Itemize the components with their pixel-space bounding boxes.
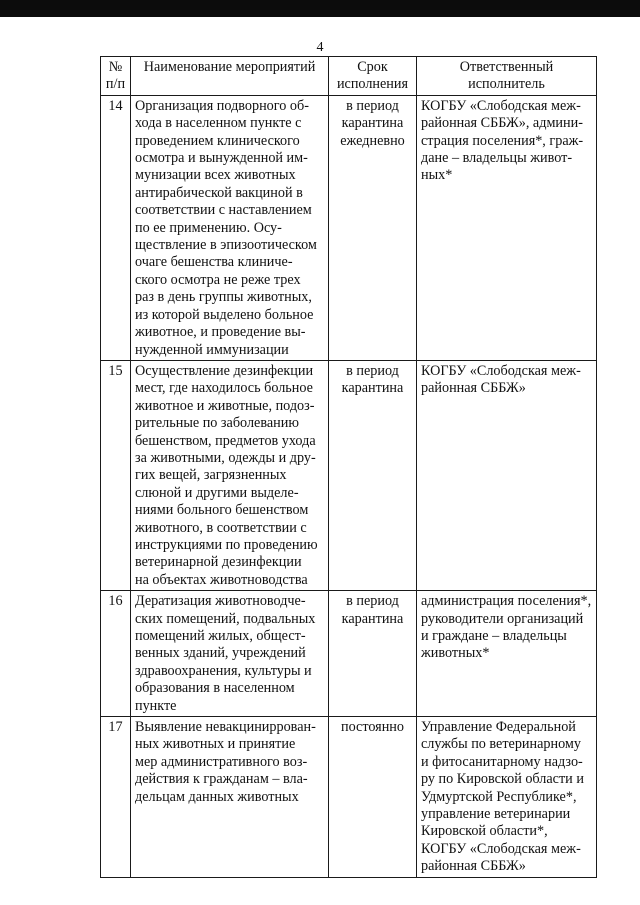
responsible-line: районная СББЖ», админи- bbox=[421, 115, 583, 132]
activity-line: помещений жилых, общест- bbox=[135, 628, 306, 644]
responsible-line: КОГБУ «Слободская меж- bbox=[421, 97, 581, 114]
responsible-line: районная СББЖ» bbox=[421, 858, 526, 875]
activity-cell bbox=[131, 95, 329, 360]
deadline-cell bbox=[329, 717, 417, 878]
header-number-line: п/п bbox=[105, 76, 126, 93]
header-responsible-line: Ответственный bbox=[459, 59, 554, 75]
responsible-line: и фитосанитарному надзо- bbox=[421, 753, 583, 770]
deadline-line: карантина bbox=[341, 610, 404, 627]
activity-line: мест, где находилось больное bbox=[135, 380, 313, 397]
activity-cell bbox=[131, 360, 329, 590]
deadline-line: в период bbox=[346, 97, 399, 114]
activity-line: за животными, одежды и дру- bbox=[135, 449, 316, 466]
activity-line: животного, в соответствии с bbox=[135, 519, 307, 536]
responsible-line: Кировской области*, bbox=[421, 823, 548, 840]
deadline-line: постоянно bbox=[341, 719, 404, 736]
activity-line: дельцам данных животных bbox=[135, 788, 299, 805]
deadline-line: в период bbox=[346, 362, 399, 379]
responsible-line: дане – владельцы живот- bbox=[421, 150, 573, 167]
activity-line: очаге бешенства клиниче- bbox=[135, 254, 293, 271]
activity-line: Дератизация животноводче- bbox=[135, 593, 306, 610]
responsible-line: управление ветеринарии bbox=[421, 806, 571, 823]
row-number: 14 bbox=[101, 95, 131, 360]
table-row bbox=[101, 95, 597, 360]
header-activity-line: Наименование мероприятий bbox=[143, 59, 316, 75]
header-deadline-line: исполнения bbox=[336, 76, 409, 93]
activity-line: из которой выделено больное bbox=[135, 306, 314, 323]
responsible-line: администрация поселения*, bbox=[421, 593, 592, 610]
activity-line: венных зданий, учреждений bbox=[135, 645, 306, 662]
responsible-line: службы по ветеринарному bbox=[421, 736, 581, 753]
activity-line: антирабической вакциной в bbox=[135, 184, 303, 201]
responsible-line: КОГБУ «Слободская меж- bbox=[421, 362, 581, 379]
header-number bbox=[101, 57, 131, 96]
responsible-line: страция поселения*, граж- bbox=[421, 132, 584, 149]
activity-line: гих вещей, загрязненных bbox=[135, 467, 287, 484]
activity-line: Выявление невакциниррован- bbox=[135, 719, 316, 736]
activity-line: рительные по заболеванию bbox=[135, 415, 299, 432]
row-number: 15 bbox=[101, 360, 131, 590]
deadline-line: карантина bbox=[341, 115, 404, 132]
responsible-cell bbox=[417, 95, 597, 360]
activity-line: проведением клинического bbox=[135, 132, 300, 149]
activity-cell bbox=[131, 591, 329, 717]
activity-line: действия к гражданам – вла- bbox=[135, 771, 308, 788]
activity-line: животное и животные, подоз- bbox=[135, 397, 315, 414]
table-body bbox=[101, 95, 597, 877]
responsible-line: руководители организаций bbox=[421, 610, 584, 627]
activity-line: ского осмотра не реже трех bbox=[135, 271, 301, 288]
activity-line: здравоохранения, культуры и bbox=[135, 662, 312, 679]
activity-line: на объектах животноводства bbox=[135, 571, 308, 588]
activity-cell bbox=[131, 717, 329, 878]
activity-line: соответствии с наставлением bbox=[135, 202, 312, 219]
activity-line: животное, и проведение вы- bbox=[135, 324, 306, 341]
activity-line: ветеринарной дезинфекции bbox=[135, 554, 302, 571]
responsible-cell bbox=[417, 717, 597, 878]
activity-line: инструкциями по проведению bbox=[135, 536, 318, 553]
activity-line: мер административного воз- bbox=[135, 753, 308, 770]
table-row bbox=[101, 717, 597, 878]
responsible-line: ных* bbox=[421, 167, 453, 184]
deadline-line: карантина bbox=[341, 380, 404, 397]
responsible-line: районная СББЖ» bbox=[421, 380, 526, 397]
activity-line: хода в населенном пункте с bbox=[135, 115, 302, 132]
activity-line: раз в день группы животных, bbox=[135, 289, 312, 306]
activity-line: Осуществление дезинфекции bbox=[135, 362, 314, 379]
scan-border-bar bbox=[0, 0, 640, 17]
responsible-cell bbox=[417, 360, 597, 590]
header-activity-name bbox=[131, 57, 329, 96]
deadline-line: ежедневно bbox=[340, 132, 405, 149]
activity-line: ных животных и принятие bbox=[135, 736, 296, 753]
responsible-cell bbox=[417, 591, 597, 717]
table-header-row bbox=[101, 57, 597, 96]
activity-line: нужденной иммунизации bbox=[135, 341, 289, 358]
activity-line: образования в населенном bbox=[135, 680, 295, 697]
activity-line: Организация подворного об- bbox=[135, 97, 309, 114]
responsible-line: Управление Федеральной bbox=[421, 719, 576, 736]
deadline-cell bbox=[329, 360, 417, 590]
activity-line: ниями больного бешенством bbox=[135, 502, 309, 519]
header-responsible bbox=[417, 57, 597, 96]
responsible-line: животных* bbox=[421, 645, 490, 662]
responsible-line: КОГБУ «Слободская меж- bbox=[421, 840, 581, 857]
header-responsible-line: исполнитель bbox=[468, 76, 545, 93]
responsible-line: ру по Кировской области и bbox=[421, 771, 584, 788]
page-number: 4 bbox=[316, 40, 324, 55]
header-number-line: № bbox=[108, 59, 123, 75]
activity-line: ществление в эпизоотическом bbox=[135, 237, 317, 254]
activity-line: бешенством, предметов ухода bbox=[135, 432, 316, 449]
activity-line: слюной и другими выделе- bbox=[135, 484, 299, 501]
activity-line: мунизации всех животных bbox=[135, 167, 296, 184]
activity-line: ских помещений, подвальных bbox=[135, 610, 316, 627]
deadline-line: в период bbox=[346, 593, 399, 610]
deadline-cell bbox=[329, 591, 417, 717]
responsible-line: и граждане – владельцы bbox=[421, 628, 567, 644]
measures-table bbox=[100, 56, 597, 878]
activity-line: по ее применению. Осу- bbox=[135, 219, 282, 236]
header-deadline-line: Срок bbox=[357, 59, 388, 75]
activity-line: осмотра и вынужденной им- bbox=[135, 150, 308, 167]
deadline-cell bbox=[329, 95, 417, 360]
row-number: 17 bbox=[101, 717, 131, 878]
header-deadline bbox=[329, 57, 417, 96]
row-number: 16 bbox=[101, 591, 131, 717]
responsible-line: Удмуртской Республике*, bbox=[421, 788, 577, 805]
table-row bbox=[101, 360, 597, 590]
activity-line: пункте bbox=[135, 697, 177, 714]
table-row bbox=[101, 591, 597, 717]
